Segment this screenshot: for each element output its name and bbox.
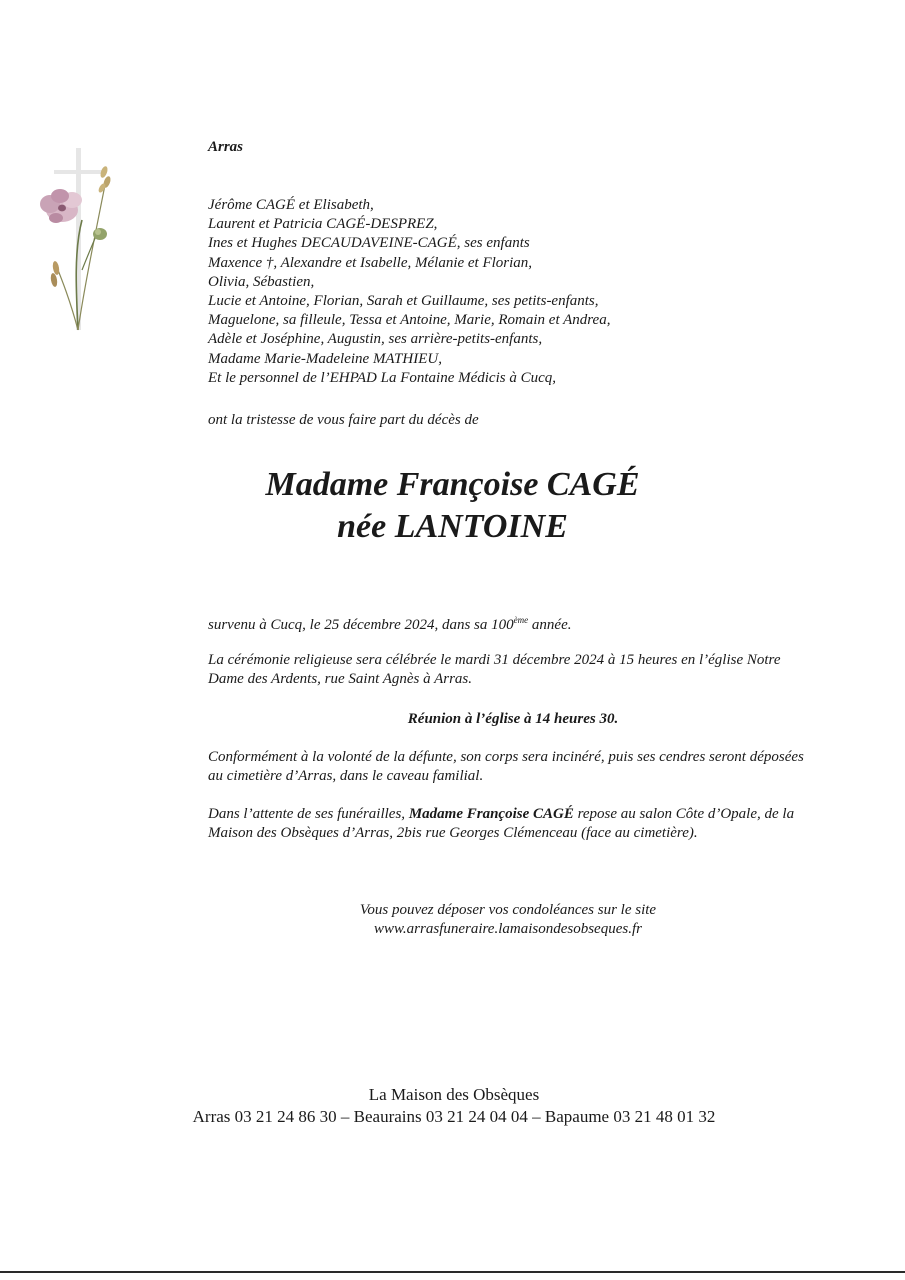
company-contacts: Arras 03 21 24 86 30 – Beaurains 03 21 24 04 04 – Bapaume 03 21 48 01 32	[192, 1107, 716, 1126]
meeting-details: Réunion à l’église à 14 heures 30.	[407, 711, 619, 727]
city-heading: Arras	[208, 139, 244, 155]
company-name: La Maison des Obsèques	[368, 1085, 540, 1104]
family-list	[208, 196, 808, 388]
deceased-name-block	[0, 464, 905, 548]
family-line: Olivia, Sébastien,	[208, 273, 315, 290]
announcement-text: ont la tristesse de vous faire part du décès de	[208, 412, 479, 428]
cremation-details: Conformément à la volonté de la défunte, son corps sera incinéré, puis ses cendres seront déposées au cimetière d’Arras, dans le caveau familial.	[208, 749, 804, 784]
condolences-website-link[interactable]: www.arrasfuneraire.lamaisondesobseques.fr	[374, 921, 642, 937]
bottom-divider	[0, 1271, 905, 1273]
condolences-text: Vous pouvez déposer vos condoléances sur le site	[359, 902, 657, 918]
death-text: survenu à Cucq, le 25 décembre 2024, dans sa 100	[208, 617, 514, 633]
cross-with-flower-and-wheat-icon	[26, 140, 122, 340]
ceremony-details: La cérémonie religieuse sera célébrée le mardi 31 décembre 2024 à 15 heures en l’église Notre Dame des Ardents, rue Saint Agnès à Arras.	[208, 652, 781, 687]
condolences-block	[0, 901, 905, 939]
family-line: Lucie et Antoine, Florian, Sarah et Guillaume, ses petits-enfants,	[208, 293, 599, 310]
family-line: Et le personnel de l’EHPAD La Fontaine Médicis à Cucq,	[208, 369, 556, 386]
rest-name: Madame Françoise CAGÉ	[408, 806, 574, 822]
ordinal-suffix: ème	[513, 615, 529, 625]
rest-text-end: repose au salon Côte d’Opale, de la Maison des Obsèques d’Arras, 2bis rue Georges Clémenceau (face au cimetière).	[208, 806, 795, 841]
resting-place-details	[208, 805, 818, 843]
deceased-name: Madame Françoise CAGÉ	[265, 466, 640, 503]
family-line: Laurent et Patricia CAGÉ-DESPREZ,	[208, 216, 438, 233]
death-text-end: année.	[528, 617, 572, 633]
family-line: Madame Marie-Madeleine MATHIEU,	[208, 350, 442, 367]
family-line: Maguelone, sa filleule, Tessa et Antoine, Marie, Romain et Andrea,	[208, 312, 611, 329]
family-line: Jérôme CAGÉ et Elisabeth,	[208, 197, 374, 213]
family-line: Ines et Hughes DECAUDAVEINE-CAGÉ, ses enfants	[208, 235, 530, 252]
rest-text: Dans l’attente de ses funérailles,	[208, 806, 409, 822]
family-line: Adèle et Joséphine, Augustin, ses arrière-petits-enfants,	[208, 331, 543, 348]
footer	[0, 1084, 905, 1128]
deceased-birth-name: née LANTOINE	[337, 508, 568, 545]
death-details	[208, 611, 818, 635]
family-line: Maxence †, Alexandre et Isabelle, Mélanie et Florian,	[208, 254, 533, 271]
